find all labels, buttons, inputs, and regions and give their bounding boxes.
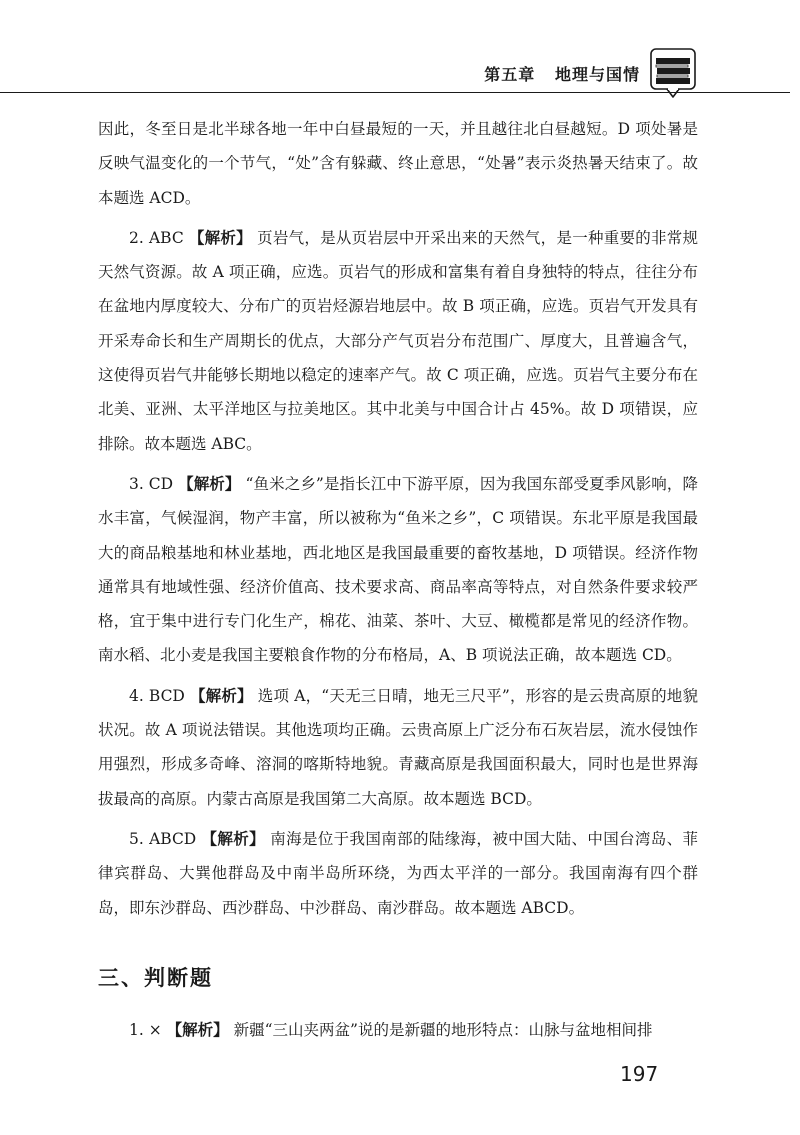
paragraph-text: 南海是位于我国南部的陆缘海，被中国大陆、中国台湾岛、菲律宾群岛、大巽他群岛及中南半岛所环绕，为西太平洋的一部分。我国南海有四个群岛，即东沙群岛、西沙群岛、中沙群岛、南沙群岛。故本题选 ABCD。 <box>98 829 698 917</box>
header-divider <box>0 92 790 93</box>
chapter-title <box>484 62 640 85</box>
answer-item-2 <box>98 221 698 461</box>
paragraph-text: 新疆“三山夹两盆”说的是新疆的地形特点：山脉与盆地相间排 <box>233 1021 653 1039</box>
answer-number: 2. ABC <box>129 228 184 247</box>
answer-number: 1. × <box>129 1021 162 1039</box>
answer-number: 5. ABCD <box>129 829 197 848</box>
page-header <box>0 0 800 100</box>
paragraph-text: “鱼米之乡”是指长江中下游平原，因为我国东部受夏季风影响，降水丰富，气候湿润，物产丰富，所以被称为“鱼米之乡”，C 项错误。东北平原是我国最大的商品粮基地和林业基地，西北地区是我国最重要的畜牧基地，D 项错误。经济作物通常具有地域性强、经济价值高、技术要求高、商品率高等特点，对自然条件要求较严格，宜于集中进行专门化生产，棉花、油菜、茶叶、大豆、橄榄都是常见的经济作物。南水稻、北小麦是我国主要粮食作物的分布格局，A、B 项说法正确，故本题选 CD。 <box>98 474 698 665</box>
paragraph-text: 因此，冬至日是北半球各地一年中白昼最短的一天，并且越往北白昼越短。D 项处暑是反映气温变化的一个节气，“处”含有躲藏、终止意思，“处暑”表示炎热暑天结束了。故本题选 ACD。 <box>98 120 698 207</box>
answer-number: 3. CD <box>129 474 174 493</box>
books-icon <box>650 48 696 98</box>
answer-item-3 <box>98 467 698 673</box>
paragraph-text: 选项 A，“天无三日晴，地无三尺平”，形容的是云贵高原的地貌状况。故 A 项说法错误。其他选项均正确。云贵高原上广泛分布石灰岩层，流水侵蚀作用强烈，形成多奇峰、溶洞的喀斯特地貌。青藏高原是我国面积最大，同时也是世界海拔最高的高原。内蒙古高原是我国第二大高原。故本题选 BCD。 <box>98 686 698 808</box>
answer-explanations <box>98 112 698 925</box>
analysis-tag: 【解析】 <box>188 228 252 247</box>
answer-item-5 <box>98 822 698 925</box>
analysis-tag: 【解析】 <box>189 686 253 705</box>
analysis-tag: 【解析】 <box>166 1021 229 1039</box>
answer-number: 4. BCD <box>129 686 185 705</box>
analysis-tag: 【解析】 <box>178 474 241 493</box>
chapter-name: 地理与国情 <box>554 65 640 84</box>
section-heading: 三、判断题 <box>98 966 213 990</box>
page-number: 197 <box>620 1062 659 1086</box>
judgment-item-1 <box>98 1013 698 1047</box>
paragraph-1-continuation <box>98 112 698 215</box>
answer-item-4 <box>98 679 698 816</box>
analysis-tag: 【解析】 <box>201 829 265 848</box>
chapter-number: 第五章 <box>484 65 536 84</box>
paragraph-text: 页岩气，是从页岩层中开采出来的天然气，是一种重要的非常规天然气资源。故 A 项正确，应选。页岩气的形成和富集有着自身独特的特点，往往分布在盆地内厚度较大、分布广的页岩烃源岩地层中。故 B 项正确，应选。页岩气开发具有开采寿命长和生产周期长的优点，大部分产气页岩分布范围广、厚度大，且普遍含气，这使得页岩气井能够长期地以稳定的速率产气。故 C 项正确，应选。页岩气主要分布在北美、亚洲、太平洋地区与拉美地区。其中北美与中国合计占 45%。故 D 项错误，应排除。故本题选 ABC。 <box>98 228 698 453</box>
